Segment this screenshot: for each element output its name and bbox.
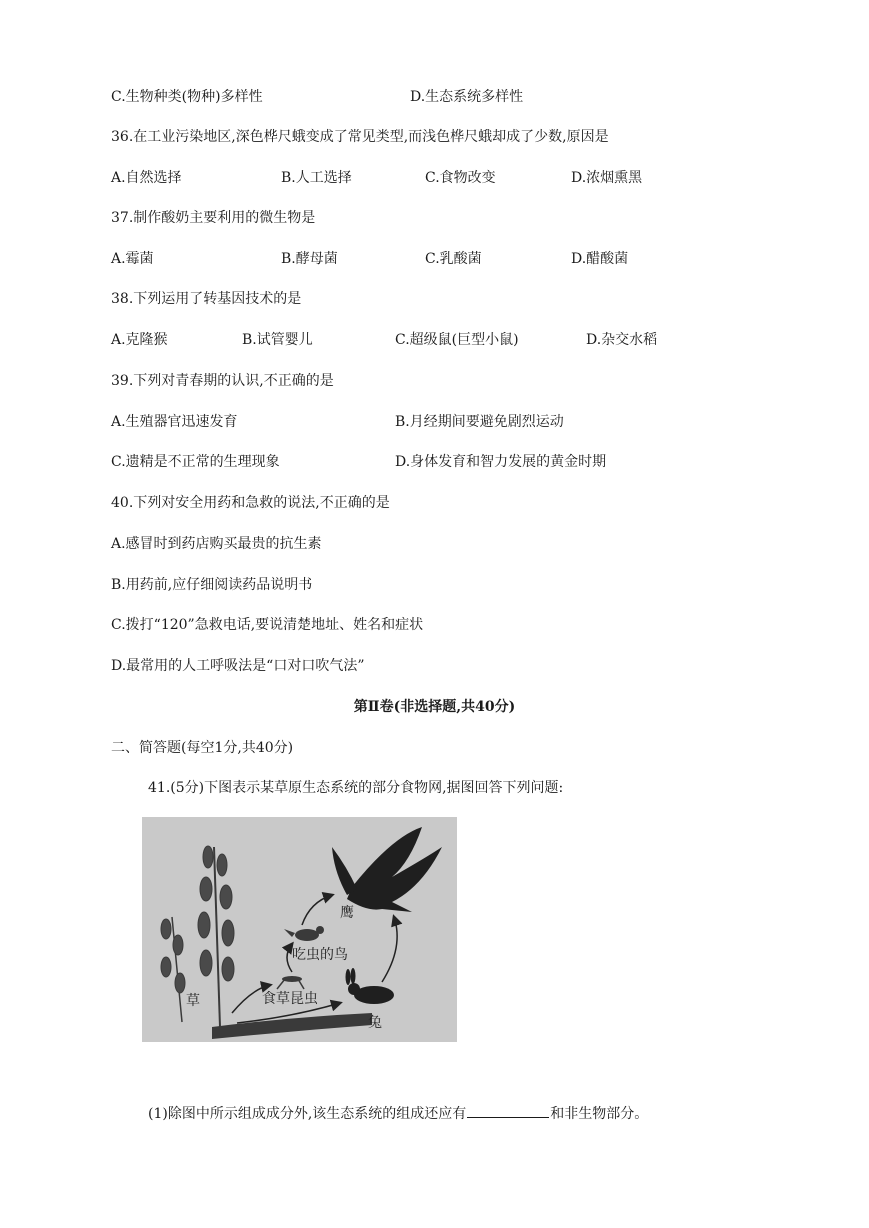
q39-option-a: A.生殖器官迅速发育 [111, 414, 238, 430]
q40-option-c: C.拨打“120”急救电话,要说清楚地址、姓名和症状 [111, 617, 424, 633]
q35-option-d: D.生态系统多样性 [410, 89, 524, 105]
label-rabbit: 兔 [368, 1015, 382, 1031]
q39-option-d: D.身体发育和智力发展的黄金时期 [395, 454, 607, 470]
eagle-icon [332, 827, 442, 912]
q37-option-a: A.霉菌 [111, 251, 154, 267]
food-web-figure [142, 817, 457, 1042]
label-insect: 食草昆虫 [262, 991, 318, 1007]
ground [212, 1013, 372, 1039]
q40-option-d: D.最常用的人工呼吸法是“口对口吹气法” [111, 658, 365, 674]
q40-stem: 40.下列对安全用药和急救的说法,不正确的是 [111, 495, 390, 511]
q40-option-b: B.用药前,应仔细阅读药品说明书 [111, 577, 313, 593]
q40-option-a: A.感冒时到药店购买最贵的抗生素 [111, 536, 322, 552]
q37-option-d: D.醋酸菌 [571, 251, 629, 267]
q37-option-c: C.乳酸菌 [425, 251, 482, 267]
q41-sub1-text: (1)除图中所示组成成分外,该生态系统的组成还应有 [148, 1106, 467, 1122]
q38-option-b: B.试管婴儿 [242, 332, 313, 348]
q36-option-d: D.浓烟熏黑 [571, 170, 643, 186]
q39-option-b: B.月经期间要避免剧烈运动 [395, 414, 564, 430]
q36-stem: 36.在工业污染地区,深色桦尺蛾变成了常见类型,而浅色桦尺蛾却成了少数,原因是 [111, 129, 609, 145]
label-grass: 草 [186, 993, 200, 1009]
q37-stem: 37.制作酸奶主要利用的微生物是 [111, 210, 316, 226]
section2-part-heading: 二、简答题(每空1分,共40分) [111, 740, 294, 756]
grasshopper-icon [277, 976, 304, 989]
q41-sub1-text-end: 和非生物部分。 [550, 1106, 649, 1122]
section2-title: 第Ⅱ卷(非选择题,共40分) [353, 699, 516, 715]
arrow-rabbit-to-eagle [382, 917, 397, 982]
label-bird: 吃虫的鸟 [292, 947, 348, 963]
q41-stem: 41.(5分)下图表示某草原生态系统的部分食物网,据图回答下列问题: [148, 780, 564, 796]
q36-option-c: C.食物改变 [425, 170, 496, 186]
q38-option-c: C.超级鼠(巨型小鼠) [395, 332, 519, 348]
q37-option-b: B.酵母菌 [281, 251, 338, 267]
q36-option-b: B.人工选择 [281, 170, 352, 186]
q39-option-c: C.遗精是不正常的生理现象 [111, 454, 280, 470]
q39-stem: 39.下列对青春期的认识,不正确的是 [111, 373, 334, 389]
q38-option-a: A.克隆猴 [111, 332, 168, 348]
q38-stem: 38.下列运用了转基因技术的是 [111, 291, 302, 307]
answer-blank[interactable] [467, 1103, 549, 1118]
insect-eating-bird-icon [284, 926, 324, 941]
q36-option-a: A.自然选择 [111, 170, 182, 186]
arrow-bird-to-eagle [302, 895, 332, 925]
label-eagle: 鹰 [340, 905, 354, 921]
q41-subquestion-1 [148, 1103, 648, 1123]
q35-option-c: C.生物种类(物种)多样性 [111, 89, 263, 105]
q38-option-d: D.杂交水稻 [586, 332, 658, 348]
